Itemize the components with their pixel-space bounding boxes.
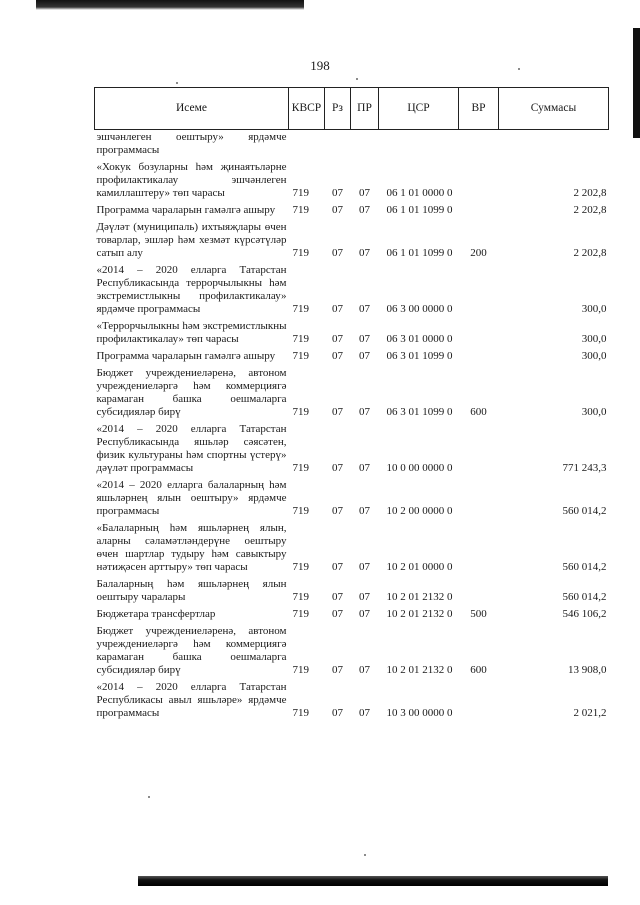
cell-csr: 10 3 00 0000 0 xyxy=(386,707,453,719)
cell-kvsr: 719 xyxy=(292,664,309,676)
cell-csr: 06 1 01 0000 0 xyxy=(386,187,453,199)
cell-kvsr: 719 xyxy=(292,187,309,199)
cell-pr: 07 xyxy=(359,350,370,362)
header-vr: ВР xyxy=(459,88,499,130)
cell-csr: 06 3 01 0000 0 xyxy=(386,333,453,345)
cell-pr: 07 xyxy=(359,505,370,517)
cell-sum: 13 908,0 xyxy=(568,664,607,676)
cell-name: «2014 – 2020 елларга Татарстан Республикасында террорчылыкны һәм экстремистлыкны профилактикалау» ярдәмче программасы xyxy=(96,264,287,315)
cell-pr: 07 xyxy=(359,406,370,418)
cell-kvsr xyxy=(289,130,325,159)
cell-pr: 07 xyxy=(359,333,370,345)
cell-rz: 07 xyxy=(332,664,343,676)
table-row xyxy=(95,130,609,159)
table-row xyxy=(95,420,609,476)
cell-sum: 300,0 xyxy=(581,333,607,345)
cell-csr: 10 2 01 0000 0 xyxy=(386,561,453,573)
cell-name: Программа чараларын гамәлгә ашыру xyxy=(96,204,276,216)
table-row xyxy=(95,317,609,347)
cell-sum: 2 021,2 xyxy=(573,707,607,719)
cell-vr: 600 xyxy=(470,664,487,676)
cell-name: Балаларның һәм яшьләрнең ялын оештыру чаралары xyxy=(96,578,287,603)
table-row xyxy=(95,476,609,519)
cell-kvsr: 719 xyxy=(292,350,309,362)
table-row xyxy=(95,201,609,218)
cell-pr: 07 xyxy=(359,187,370,199)
cell-vr: 600 xyxy=(470,406,487,418)
cell-name: «2014 – 2020 елларга Татарстан Республикасы авыл яшьләре» ярдәмче программасы xyxy=(96,681,287,719)
table-row xyxy=(95,261,609,317)
cell-rz: 07 xyxy=(332,608,343,620)
cell-csr: 10 2 01 2132 0 xyxy=(386,591,453,603)
cell-kvsr: 719 xyxy=(292,204,309,216)
cell-name: Бюджет учреждениеләренә, автоном учреждениеләргә һәм коммерциягә карамаган башка оешмаларга субсидияләр бирү xyxy=(96,367,287,418)
cell-name: «2014 – 2020 елларга балаларның һәм яшьләрнең ялын оештыру» ярдәмче программасы xyxy=(96,479,287,517)
cell-rz: 07 xyxy=(332,591,343,603)
cell-csr xyxy=(379,130,459,159)
cell-sum: 771 243,3 xyxy=(562,462,607,474)
cell-sum: 560 014,2 xyxy=(562,561,607,573)
scan-artifact-top xyxy=(36,0,304,10)
budget-table xyxy=(94,87,609,721)
cell-sum: 2 202,8 xyxy=(573,247,607,259)
cell-sum: 300,0 xyxy=(581,350,607,362)
cell-name: «Хокук бозуларны һәм җинаятьләрне профилактикалау эшчәнлеген камиллаштеру» төп чарасы xyxy=(96,161,287,199)
table-row xyxy=(95,622,609,678)
scan-artifact-right xyxy=(633,28,640,138)
cell-name: Программа чараларын гамәлгә ашыру xyxy=(96,350,276,362)
header-rz: Рз xyxy=(325,88,351,130)
cell-csr: 06 3 01 1099 0 xyxy=(386,406,453,418)
table-row xyxy=(95,519,609,575)
cell-pr: 07 xyxy=(359,707,370,719)
table-row xyxy=(95,218,609,261)
cell-rz: 07 xyxy=(332,187,343,199)
table-row xyxy=(95,678,609,721)
cell-csr: 06 3 01 1099 0 xyxy=(386,350,453,362)
cell-sum: 300,0 xyxy=(581,303,607,315)
cell-kvsr: 719 xyxy=(292,333,309,345)
cell-csr: 10 0 00 0000 0 xyxy=(386,462,453,474)
cell-sum: 300,0 xyxy=(581,406,607,418)
cell-csr: 06 1 01 1099 0 xyxy=(386,247,453,259)
header-kvsr: КВСР xyxy=(289,88,325,130)
cell-pr: 07 xyxy=(359,247,370,259)
cell-rz: 07 xyxy=(332,247,343,259)
scan-speck xyxy=(176,82,178,84)
cell-csr: 10 2 00 0000 0 xyxy=(386,505,453,517)
cell-rz: 07 xyxy=(332,350,343,362)
cell-name: Бюджетара трансфертлар xyxy=(96,608,216,620)
cell-pr xyxy=(351,130,379,159)
table-row xyxy=(95,575,609,605)
scan-speck xyxy=(364,854,366,856)
scan-speck xyxy=(148,796,150,798)
cell-rz: 07 xyxy=(332,505,343,517)
cell-csr: 10 2 01 2132 0 xyxy=(386,664,453,676)
cell-vr xyxy=(459,201,499,218)
table-row xyxy=(95,364,609,420)
cell-kvsr: 719 xyxy=(292,303,309,315)
cell-vr xyxy=(459,158,499,201)
cell-name: Бюджет учреждениеләренә, автоном учреждениеләргә һәм коммерциягә карамаган башка оешмаларга субсидияләр бирү xyxy=(96,625,287,676)
cell-name: «Балаларның һәм яшьләрнең ялын, аларны сәламәтләндерүне оештыру өчен шартлар тудыру һәм савыктыру нәтиҗәсен арттыру» төп чарасы xyxy=(96,522,287,573)
cell-name: «2014 – 2020 елларга Татарстан Республикасында яшьләр сәясәтен, физик культураны һәм спортны үстерү» дәүләт программасы xyxy=(96,423,287,474)
header-name: Исеме xyxy=(95,88,289,130)
scan-artifact-bottom xyxy=(138,876,608,886)
table-body xyxy=(95,130,609,722)
page-number: 198 xyxy=(310,58,330,73)
cell-rz: 07 xyxy=(332,204,343,216)
cell-vr xyxy=(459,519,499,575)
cell-rz xyxy=(325,130,351,159)
cell-csr: 10 2 01 2132 0 xyxy=(386,608,453,620)
table-row xyxy=(95,605,609,622)
cell-vr xyxy=(459,347,499,364)
cell-pr: 07 xyxy=(359,204,370,216)
header-pr: ПР xyxy=(351,88,379,130)
cell-sum: 560 014,2 xyxy=(562,505,607,517)
header-csr: ЦСР xyxy=(379,88,459,130)
cell-rz: 07 xyxy=(332,561,343,573)
cell-name: Дәүләт (муниципаль) ихтыяҗлары өчен товарлар, эшләр һәм хезмәт күрсәтүләр сатып алу xyxy=(96,221,287,259)
cell-name: эшчәнлеген оештыру» ярдәмче программасы xyxy=(96,131,287,156)
table-row xyxy=(95,158,609,201)
cell-vr xyxy=(459,476,499,519)
cell-rz: 07 xyxy=(332,462,343,474)
cell-pr: 07 xyxy=(359,608,370,620)
cell-vr xyxy=(459,130,499,159)
cell-kvsr: 719 xyxy=(292,462,309,474)
cell-vr: 200 xyxy=(470,247,487,259)
cell-vr xyxy=(459,575,499,605)
cell-kvsr: 719 xyxy=(292,608,309,620)
cell-vr xyxy=(459,420,499,476)
cell-kvsr: 719 xyxy=(292,247,309,259)
cell-kvsr: 719 xyxy=(292,505,309,517)
cell-vr xyxy=(459,317,499,347)
table-row xyxy=(95,347,609,364)
table-header-row xyxy=(95,88,609,130)
cell-pr: 07 xyxy=(359,664,370,676)
scan-speck xyxy=(356,78,358,80)
cell-rz: 07 xyxy=(332,707,343,719)
cell-rz: 07 xyxy=(332,333,343,345)
cell-sum: 546 106,2 xyxy=(562,608,607,620)
cell-rz: 07 xyxy=(332,406,343,418)
cell-kvsr: 719 xyxy=(292,707,309,719)
cell-csr: 06 3 00 0000 0 xyxy=(386,303,453,315)
cell-sum xyxy=(499,130,609,159)
cell-sum: 2 202,8 xyxy=(573,187,607,199)
cell-sum: 560 014,2 xyxy=(562,591,607,603)
cell-sum: 2 202,8 xyxy=(573,204,607,216)
cell-pr: 07 xyxy=(359,462,370,474)
cell-vr xyxy=(459,678,499,721)
cell-pr: 07 xyxy=(359,303,370,315)
header-sum: Суммасы xyxy=(499,88,609,130)
cell-rz: 07 xyxy=(332,303,343,315)
cell-name: «Террорчылыкны һәм экстремистлыкны профилактикалау» төп чарасы xyxy=(96,320,287,345)
cell-kvsr: 719 xyxy=(292,406,309,418)
cell-pr: 07 xyxy=(359,591,370,603)
cell-kvsr: 719 xyxy=(292,591,309,603)
cell-csr: 06 1 01 1099 0 xyxy=(386,204,453,216)
cell-vr xyxy=(459,261,499,317)
cell-kvsr: 719 xyxy=(292,561,309,573)
cell-pr: 07 xyxy=(359,561,370,573)
cell-vr: 500 xyxy=(470,608,487,620)
